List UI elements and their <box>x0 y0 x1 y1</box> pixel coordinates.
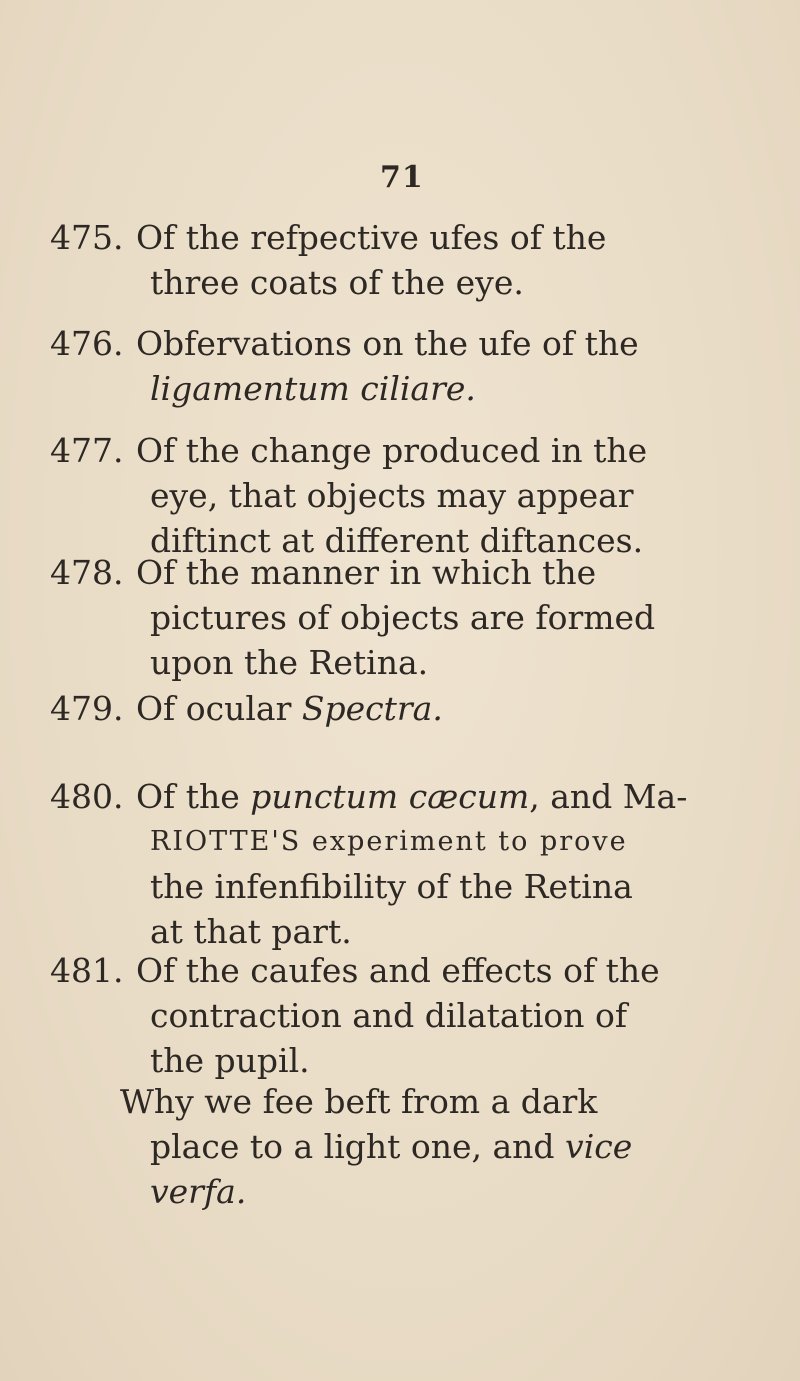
entry-475 <box>50 215 770 305</box>
entry-number: 479. <box>50 689 124 728</box>
entry-text: Why we fee beft from a dark <box>120 1082 598 1121</box>
entry-text: upon the Retina. <box>150 643 429 682</box>
entry-476 <box>50 321 770 411</box>
entry-text: at that part. <box>150 912 352 951</box>
entry-text-italic: punctum cæcum <box>250 777 530 816</box>
entry-text: the infenfibility of the Retina <box>150 867 633 906</box>
entry-479 <box>50 686 770 731</box>
entry-text: Of the <box>136 777 251 816</box>
entry-text: Of the caufes and effects of the <box>136 951 660 990</box>
entry-text: diftinct at different diftances. <box>150 521 644 560</box>
entry-number: 481. <box>50 951 124 990</box>
entry-number: 475. <box>50 218 124 257</box>
entry-text: pictures of objects are formed <box>150 598 656 637</box>
entry-text: the pupil. <box>150 1041 310 1080</box>
entry-text: Of ocular <box>136 689 302 728</box>
entry-478 <box>50 550 770 685</box>
entry-text: place to a light one, and <box>150 1127 566 1166</box>
entry-text: Obfervations on the ufe of the <box>136 324 639 363</box>
entry-text: three coats of the eye. <box>150 263 524 302</box>
entry-text-italic: vice <box>565 1127 633 1166</box>
entry-text: Of the change produced in the <box>136 431 648 470</box>
entry-number: 477. <box>50 431 124 470</box>
entry-text: ligamentum ciliare. <box>150 369 476 408</box>
entry-number: 476. <box>50 324 124 363</box>
page-number: 71 <box>380 160 424 195</box>
entry-477 <box>50 428 770 563</box>
entry-text-italic: Spectra. <box>301 689 443 728</box>
entry-text: , and Ma- <box>529 777 688 816</box>
entry-text: RIOTTE'S experiment to prove <box>150 826 628 857</box>
entry-481 <box>50 948 770 1083</box>
entry-text: Of the manner in which the <box>136 553 597 592</box>
entry-text: Of the refpective ufes of the <box>136 218 607 257</box>
entry-text: eye, that objects may appear <box>150 476 634 515</box>
entry-number: 480. <box>50 777 124 816</box>
entry-text: contraction and dilatation of <box>150 996 628 1035</box>
entry-480 <box>50 774 770 954</box>
entry-why <box>50 1079 770 1214</box>
entry-text: verfa. <box>150 1172 247 1211</box>
entry-number: 478. <box>50 553 124 592</box>
